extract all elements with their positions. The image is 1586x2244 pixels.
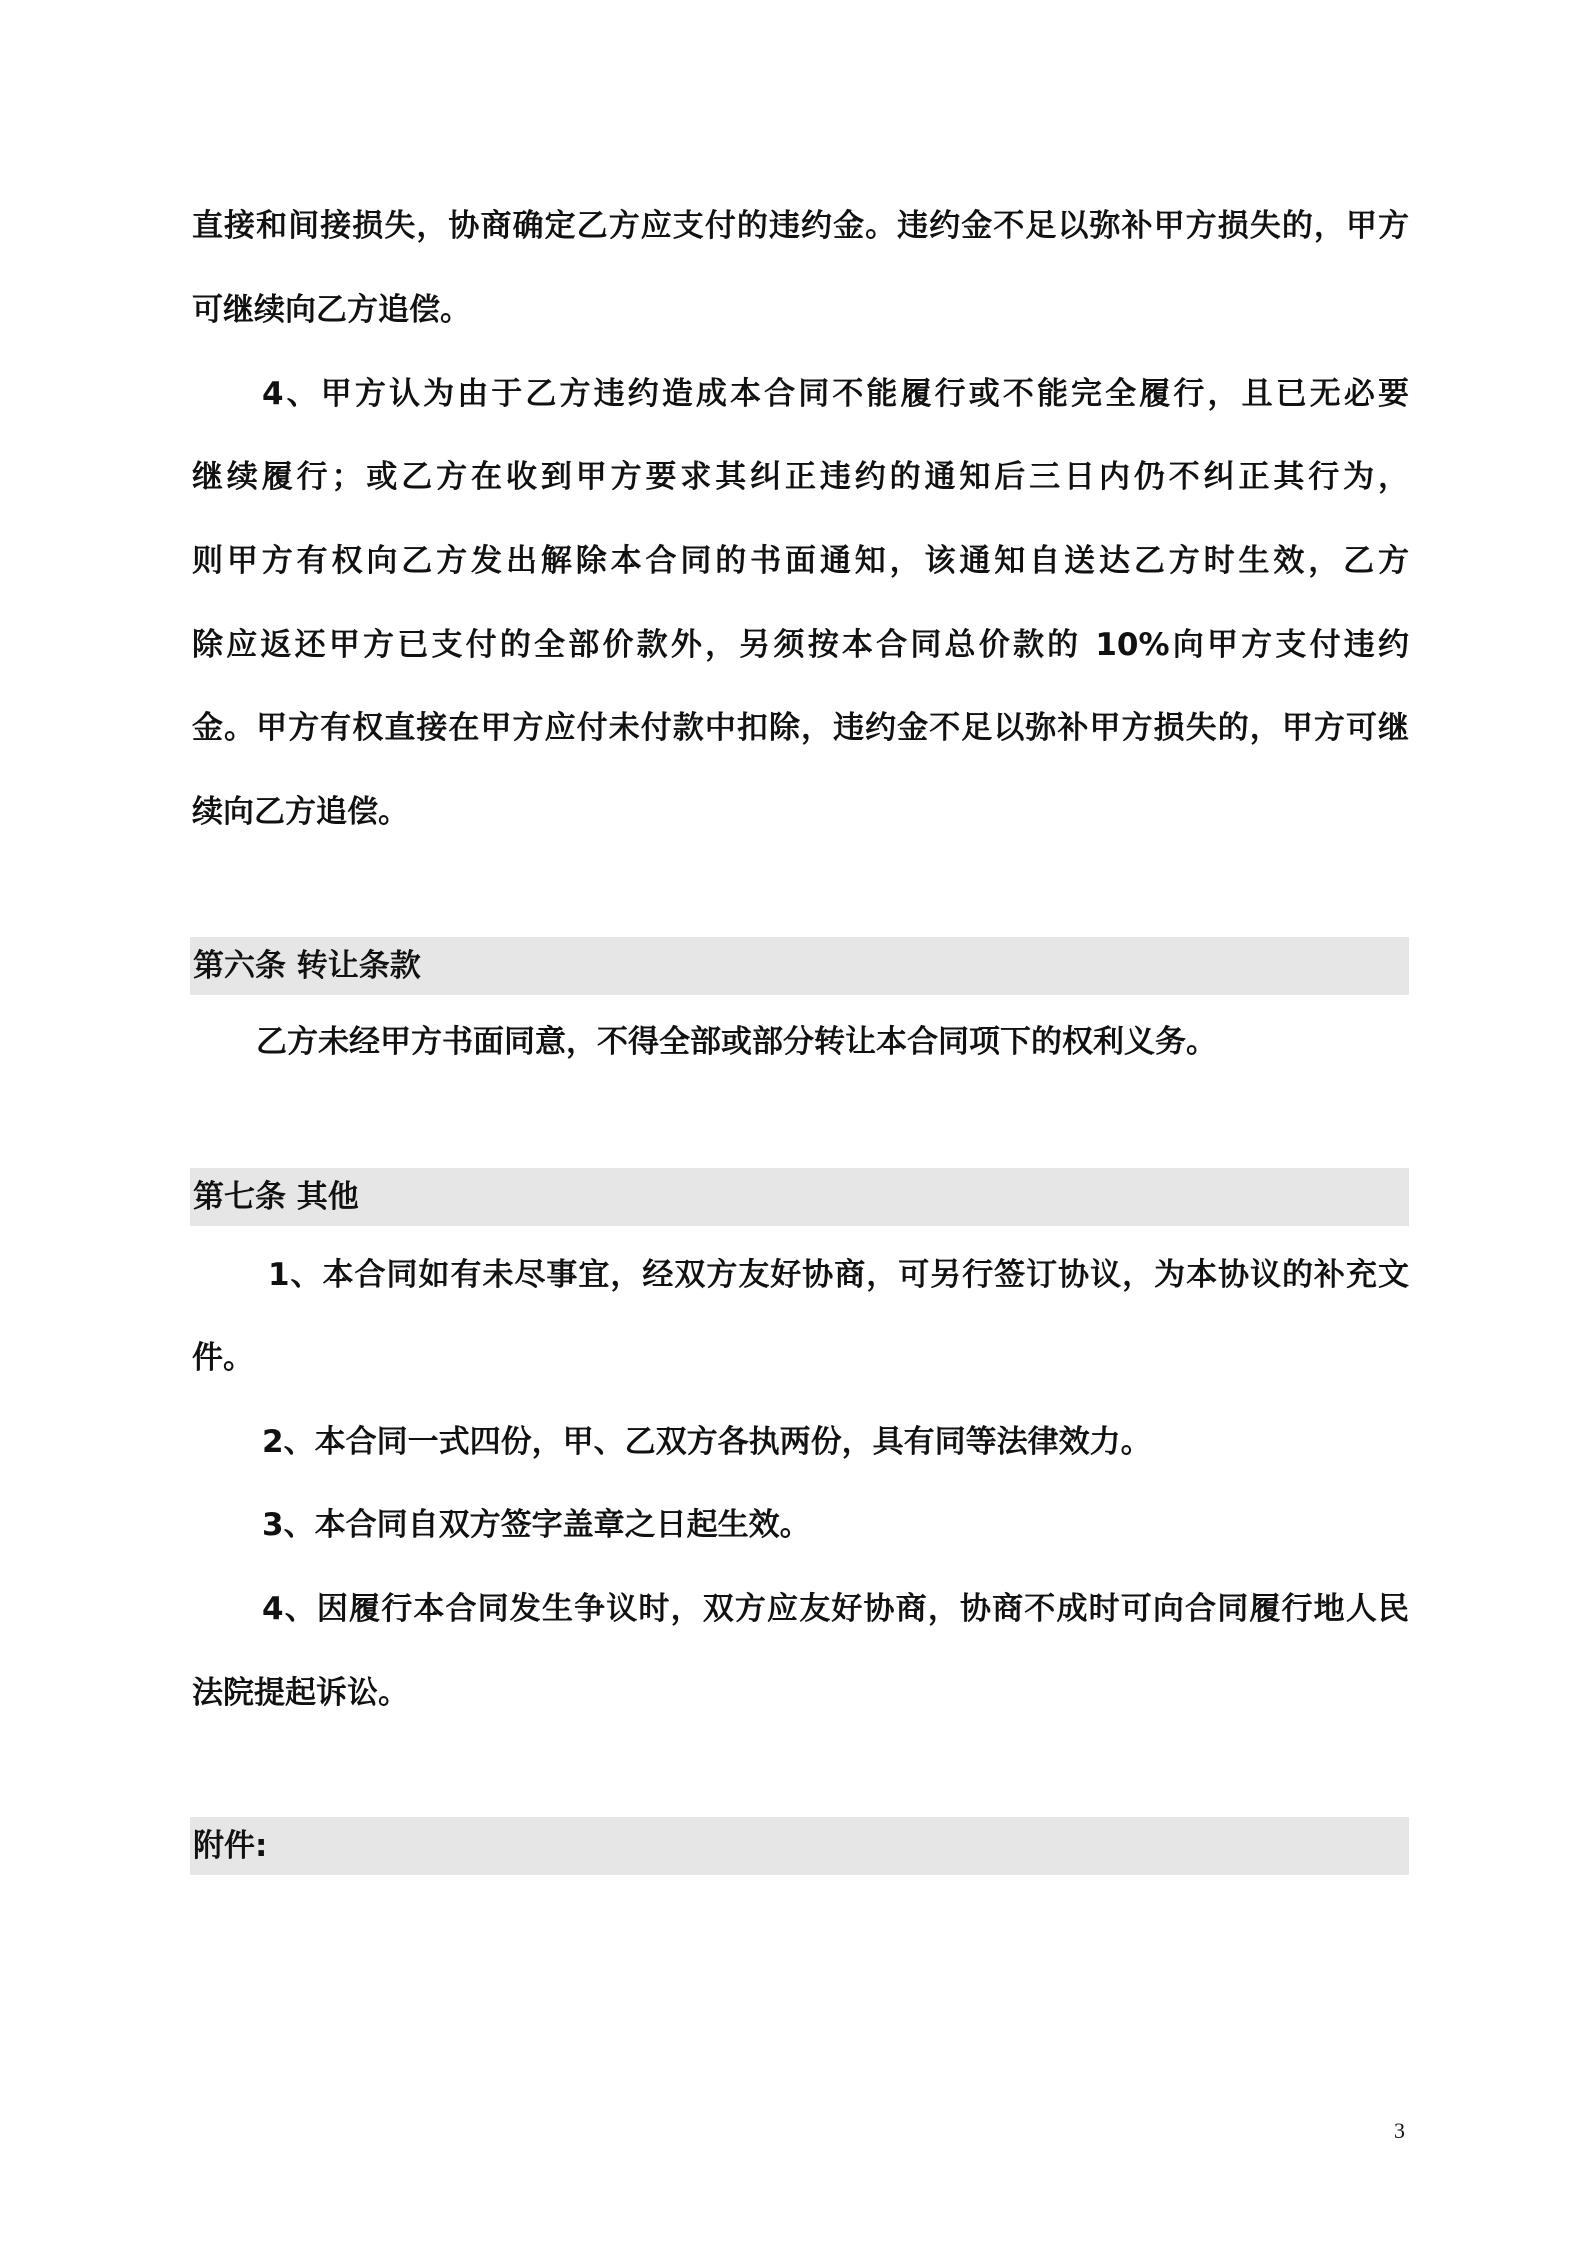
section-heading-clause6	[190, 937, 1409, 995]
paragraph-line: 继续履行；或乙方在收到甲方要求其纠正违约的通知后三日内仍不纠正其行为，	[192, 459, 1409, 495]
paragraph-line: 金。甲方有权直接在甲方应付未付款中扣除，违约金不足以弥补甲方损失的，甲方可继	[192, 710, 1409, 746]
clause7-item4-line: 4、因履行本合同发生争议时，双方应友好协商，协商不成时可向合同履行地人民	[262, 1591, 1409, 1627]
heading-text: 第七条 其他	[193, 1179, 359, 1215]
page-number: 3	[1394, 2118, 1405, 2143]
clause7-item1-line: 1、本合同如有未尽事宜，经双方友好协商，可另行签订协议，为本协议的补充文	[268, 1257, 1409, 1293]
paragraph-line: 可继续向乙方追偿。	[192, 292, 471, 328]
paragraph-line: 除应返还甲方已支付的全部价款外，另须按本合同总价款的 10%向甲方支付违约	[192, 627, 1409, 663]
heading-text: 第六条 转让条款	[193, 948, 421, 984]
paragraph-line: 直接和间接损失，协商确定乙方应支付的违约金。违约金不足以弥补甲方损失的，甲方	[192, 208, 1409, 244]
clause7-item2: 2、本合同一式四份，甲、乙双方各执两份，具有同等法律效力。	[262, 1424, 1152, 1460]
heading-text: 附件:	[193, 1828, 268, 1864]
clause7-item1-line: 件。	[192, 1340, 254, 1376]
clause7-item4-line: 法院提起诉讼。	[192, 1675, 409, 1711]
section-heading-attachments	[190, 1817, 1409, 1875]
clause6-text: 乙方未经甲方书面同意，不得全部或部分转让本合同项下的权利义务。	[256, 1024, 1217, 1060]
clause7-item3: 3、本合同自双方签字盖章之日起生效。	[262, 1507, 811, 1543]
paragraph-line: 4、甲方认为由于乙方违约造成本合同不能履行或不能完全履行，且已无必要	[262, 376, 1409, 412]
paragraph-line: 则甲方有权向乙方发出解除本合同的书面通知，该通知自送达乙方时生效，乙方	[192, 543, 1409, 579]
section-heading-clause7	[190, 1168, 1409, 1226]
paragraph-line: 续向乙方追偿。	[192, 794, 409, 830]
